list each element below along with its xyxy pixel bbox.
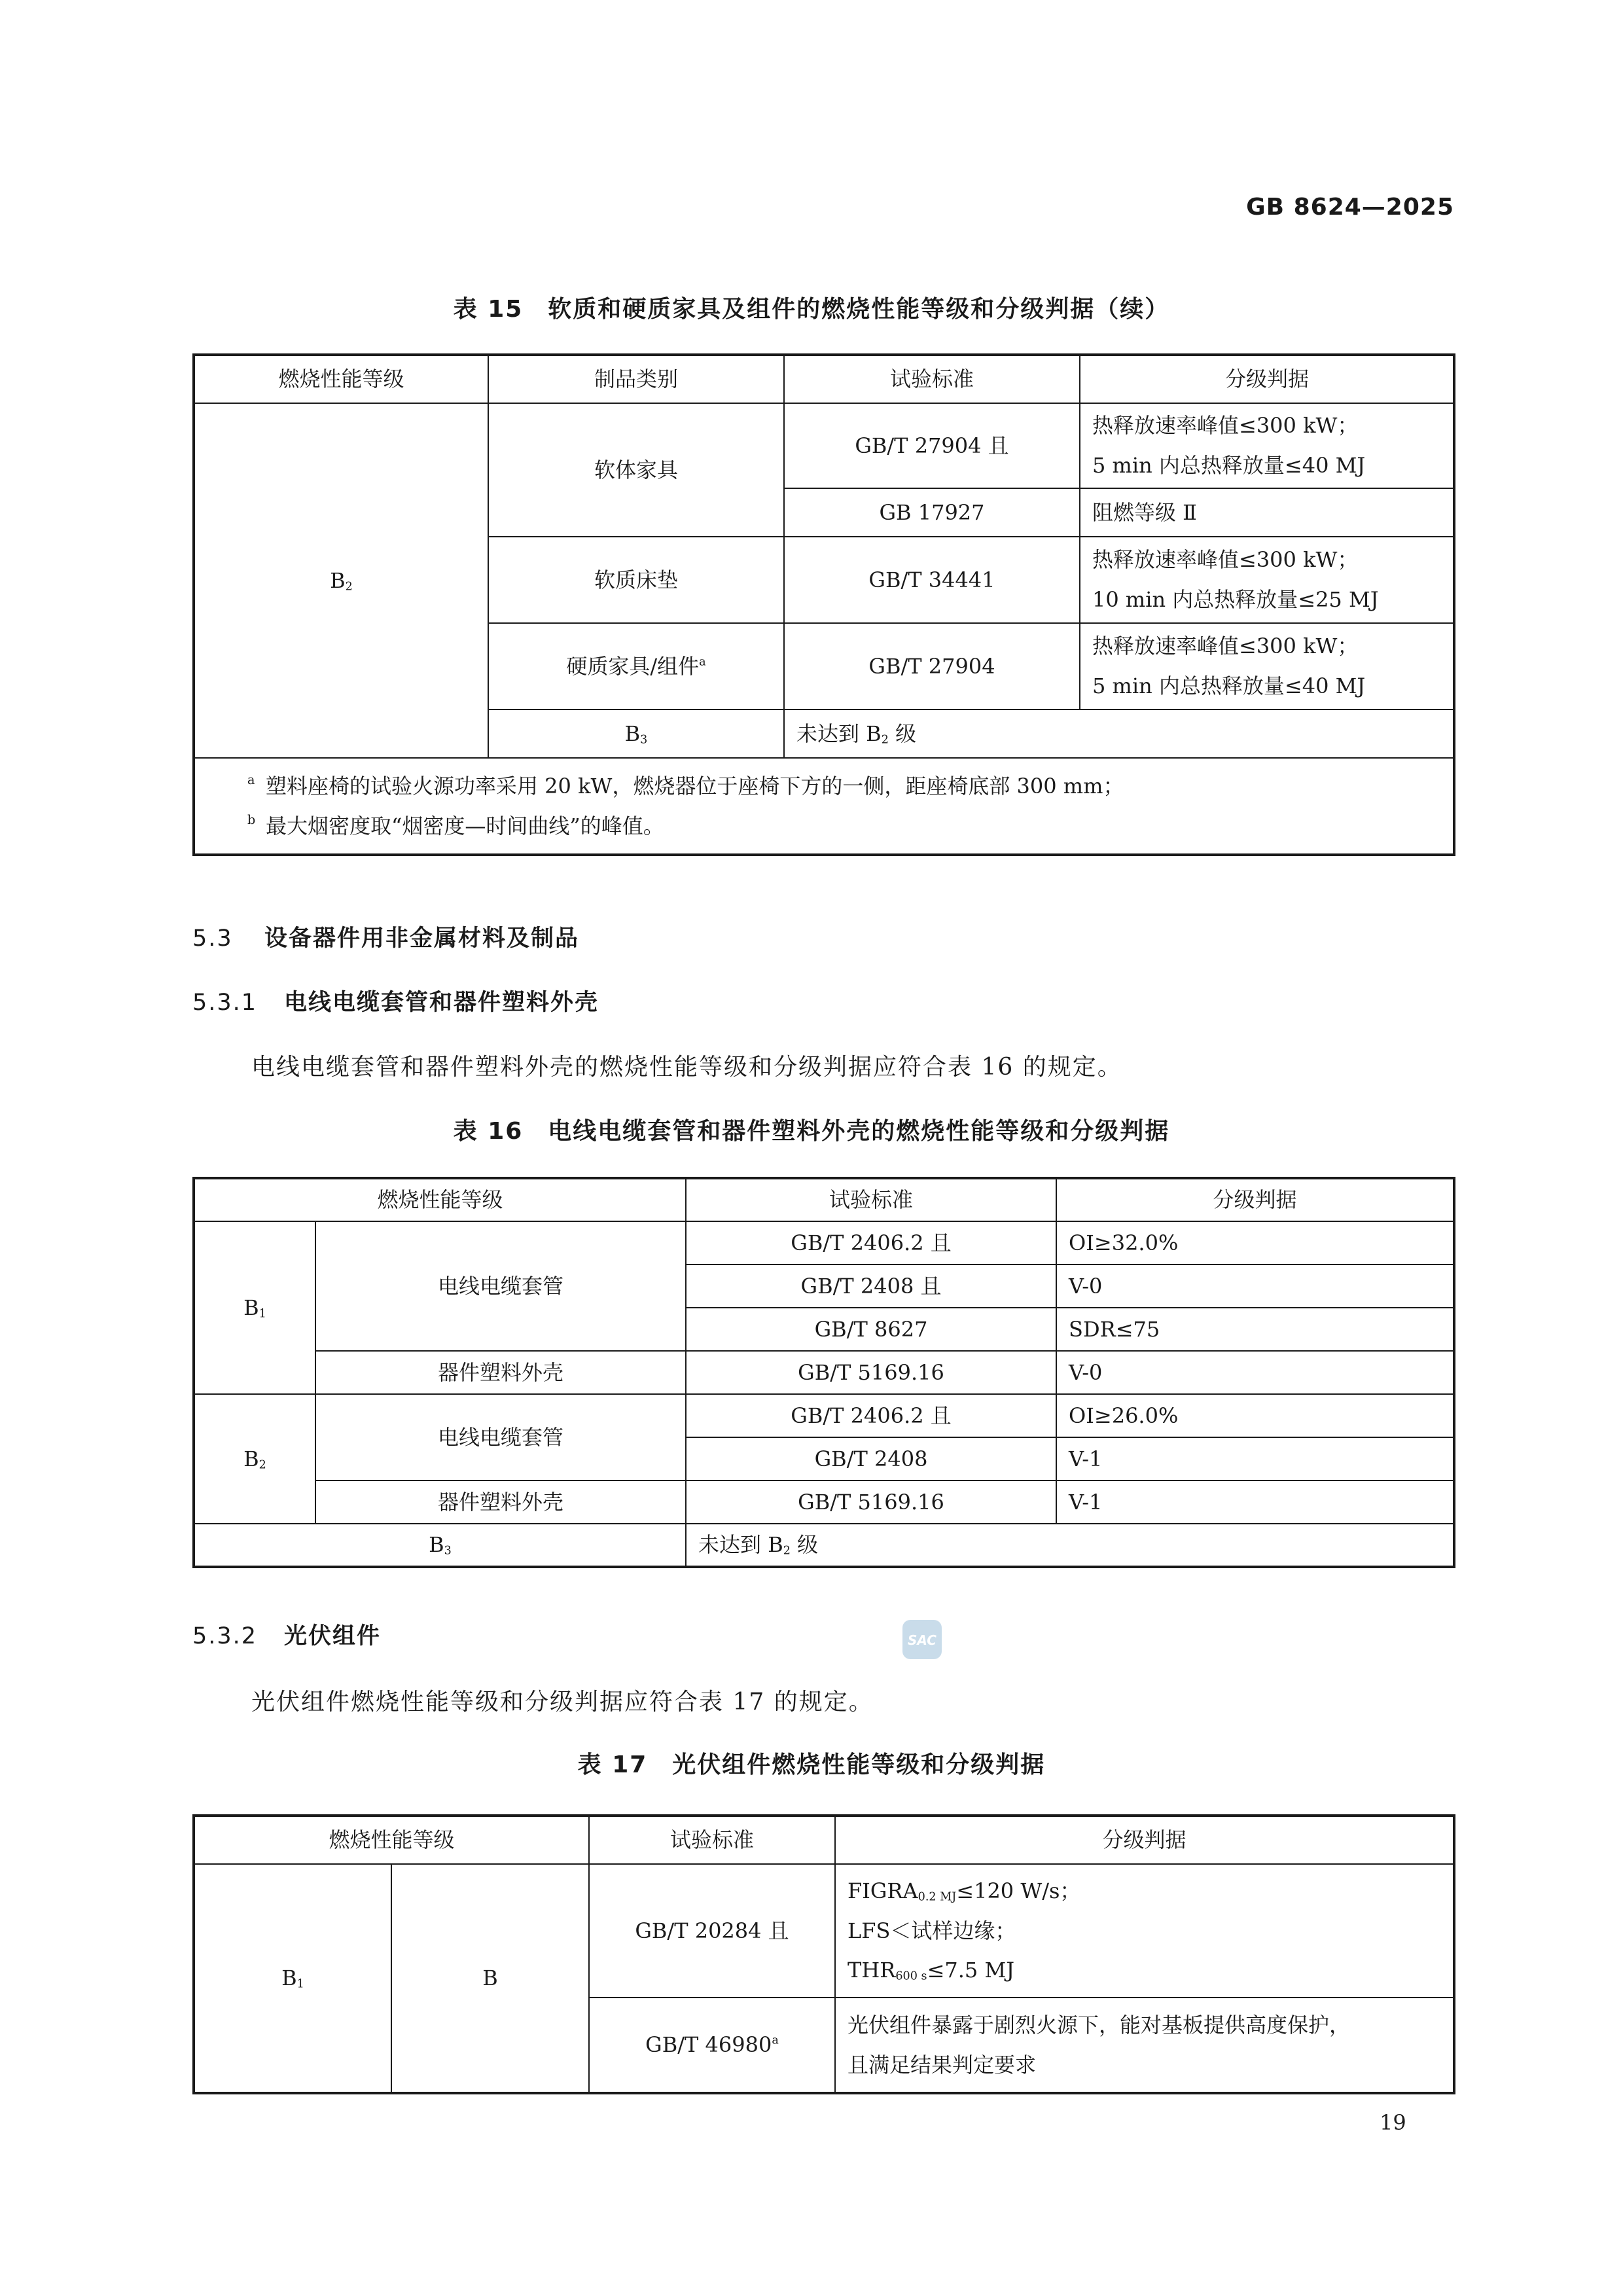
table15-soft-crit2: 阻燃等级 Ⅱ (1080, 488, 1454, 537)
table17 (192, 1814, 1455, 2094)
table16-b2-crit1: OI≥26.0% (1056, 1394, 1454, 1437)
table17-header-grade: 燃烧性能等级 (194, 1816, 589, 1864)
table16-b3-criteria: 未达到 $B_2$ 级 (686, 1524, 1454, 1567)
table15-note-a: a 塑料座椅的试验火源功率采用 20 kW，燃烧器位于座椅下方的一侧，距座椅底部 300 mm； (247, 772, 1124, 798)
table16-b1-grade: $B_1$ (194, 1221, 315, 1394)
table17-header-criteria: 分级判据 (835, 1816, 1454, 1864)
table15-soft-furniture: 软体家具 (488, 403, 784, 537)
standard-code: GB 8624—2025 (1246, 194, 1454, 221)
table15-mattress-crit: 热释放速率峰值≤300 kW； 10 min 内总热释放量≤25 MJ (1080, 537, 1454, 623)
table16-b1-std2: GB/T 2408 且 (686, 1265, 1056, 1308)
table15-header-category: 制品类别 (488, 355, 784, 403)
table17-caption: 表 17 光伏组件燃烧性能等级和分级判据 (577, 1751, 1046, 1778)
table17-class: B (391, 1864, 589, 2093)
table16-caption: 表 16 电线电缆套管和器件塑料外壳的燃烧性能等级和分级判据 (453, 1118, 1170, 1145)
table15-header-criteria: 分级判据 (1080, 355, 1454, 403)
table15 (192, 353, 1455, 856)
page-number: 19 (1380, 2110, 1406, 2135)
section-5-3-heading: 5.3 设备器件用非金属材料及制品 (192, 925, 580, 952)
table16-b1-crit1: OI≥32.0% (1056, 1221, 1454, 1265)
section-5-3-1-heading: 5.3.1 电线电缆套管和器件塑料外壳 (192, 990, 599, 1016)
table16-b2-crit2: V-1 (1056, 1437, 1454, 1480)
table17-header-standard: 试验标准 (589, 1816, 835, 1864)
table15-hard-furniture: 硬质家具/组件$^a$ (488, 623, 784, 709)
table16-b3-grade: $B_3$ (194, 1524, 686, 1567)
table15-caption: 表 15 软质和硬质家具及组件的燃烧性能等级和分级判据（续） (453, 296, 1170, 323)
table16-b1-std4: GB/T 5169.16 (686, 1351, 1056, 1394)
table16-header-criteria: 分级判据 (1056, 1178, 1454, 1221)
table16-b2-cable-sleeve: 电线电缆套管 (315, 1394, 686, 1480)
table15-header-standard: 试验标准 (784, 355, 1080, 403)
table15-b3-criteria: 未达到 $B_2$ 级 (784, 709, 1454, 758)
table17-std1: GB/T 20284 且 (589, 1864, 835, 1998)
table16-header-standard: 试验标准 (686, 1178, 1056, 1221)
table15-mattress: 软质床垫 (488, 537, 784, 623)
table16-b1-crit3: SDR≤75 (1056, 1308, 1454, 1351)
table16-b1-crit2: V-0 (1056, 1265, 1454, 1308)
table17-std2: GB/T 46980$^a$ (589, 1998, 835, 2093)
table17-crit1: $FIGRA_{0.2 MJ}\le 120$ W/s； LFS＜试样边缘； $THR_{600 s}\le 7.5$ MJ (835, 1864, 1454, 1998)
svg-text:SAC: SAC (908, 1632, 936, 1648)
table17-b1-grade: $B_1$ (194, 1864, 391, 2093)
table15-hard-std: GB/T 27904 (784, 623, 1080, 709)
section-5-3-2-heading: 5.3.2 光伏组件 (192, 1623, 382, 1649)
table16-b2-std1: GB/T 2406.2 且 (686, 1394, 1056, 1437)
table16-b1-crit4: V-0 (1056, 1351, 1454, 1394)
table16-b2-std3: GB/T 5169.16 (686, 1480, 1056, 1524)
table15-soft-std2: GB 17927 (784, 488, 1080, 537)
table16-b1-std1: GB/T 2406.2 且 (686, 1221, 1056, 1265)
sac-watermark-logo (901, 1618, 944, 1661)
section-5-3-2-paragraph: 光伏组件燃烧性能等级和分级判据应符合表 17 的规定。 (251, 1689, 874, 1715)
table17-crit2: 光伏组件暴露于剧烈火源下，能对基板提供高度保护， 且满足结果判定要求 (835, 1998, 1454, 2093)
table16-b2-crit3: V-1 (1056, 1480, 1454, 1524)
table16 (192, 1177, 1455, 1568)
table15-b3-grade: $B_3$ (488, 709, 784, 758)
table16-b2-grade: $B_2$ (194, 1394, 315, 1524)
table15-mattress-std: GB/T 34441 (784, 537, 1080, 623)
table16-b2-plastic-housing: 器件塑料外壳 (315, 1480, 686, 1524)
table15-note-b: b 最大烟密度取“烟密度—时间曲线”的峰值。 (247, 812, 664, 838)
table15-hard-crit: 热释放速率峰值≤300 kW； 5 min 内总热释放量≤40 MJ (1080, 623, 1454, 709)
table15-soft-std1: GB/T 27904 且 (784, 403, 1080, 488)
table15-notes (194, 758, 1454, 855)
table15-soft-crit1: 热释放速率峰值≤300 kW； 5 min 内总热释放量≤40 MJ (1080, 403, 1454, 488)
section-5-3-1-paragraph: 电线电缆套管和器件塑料外壳的燃烧性能等级和分级判据应符合表 16 的规定。 (251, 1054, 1122, 1081)
table16-b1-cable-sleeve: 电线电缆套管 (315, 1221, 686, 1351)
table16-header-grade: 燃烧性能等级 (194, 1178, 686, 1221)
table16-b1-plastic-housing: 器件塑料外壳 (315, 1351, 686, 1394)
table16-b1-std3: GB/T 8627 (686, 1308, 1056, 1351)
table15-header-grade: 燃烧性能等级 (194, 355, 488, 403)
table16-b2-std2: GB/T 2408 (686, 1437, 1056, 1480)
table15-b2-grade: $B_2$ (194, 403, 488, 758)
